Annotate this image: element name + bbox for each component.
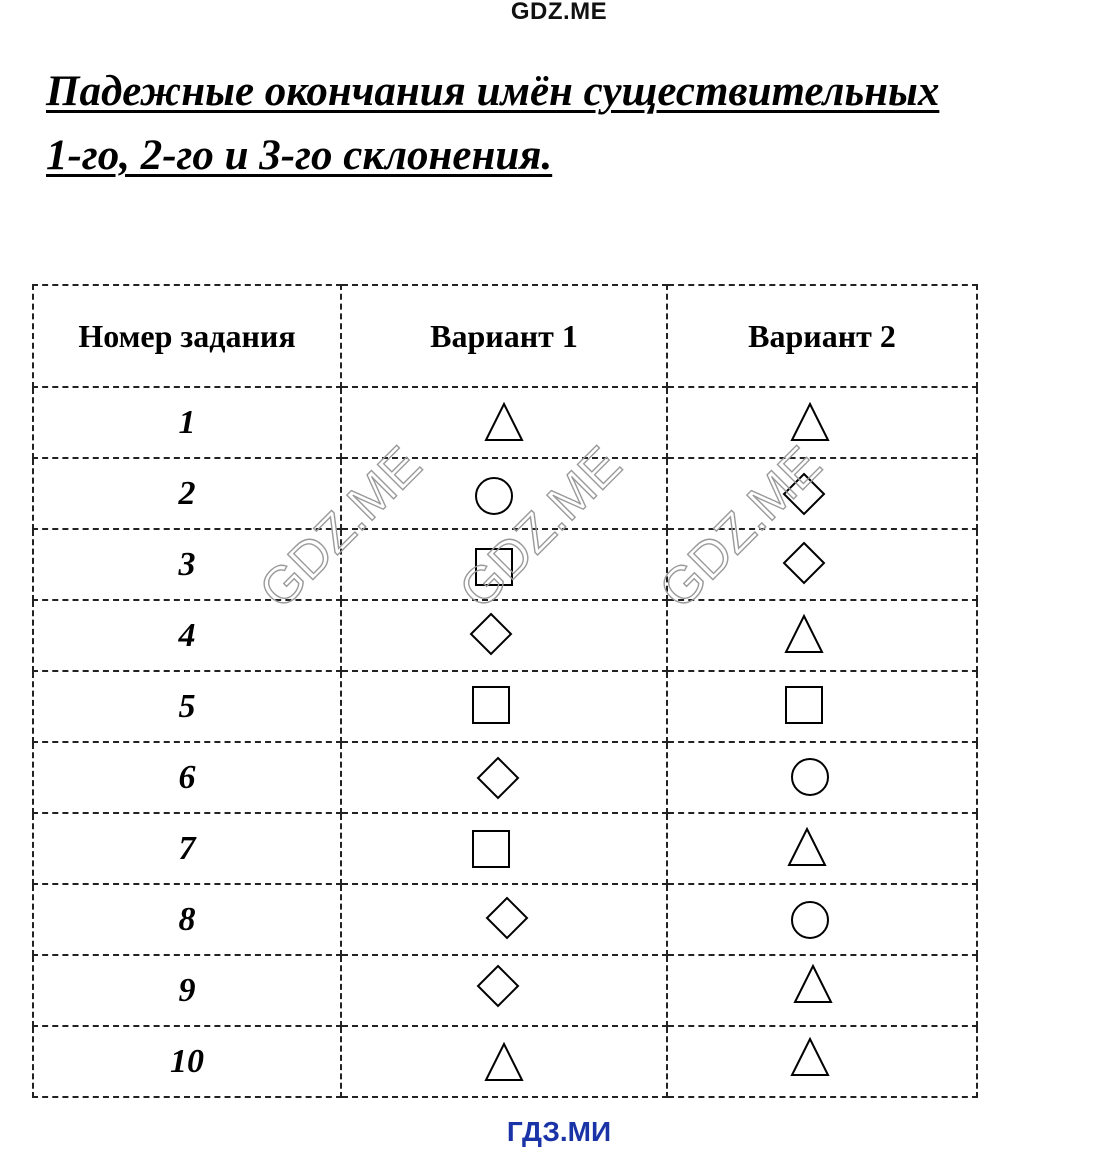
task-number: 10	[33, 1026, 341, 1097]
square-icon	[469, 683, 513, 727]
variant-2-answer	[667, 387, 977, 458]
variant-2-answer	[667, 671, 977, 742]
variant-2-answer	[667, 529, 977, 600]
table-row	[33, 529, 977, 600]
task-number: 8	[33, 884, 341, 955]
table-row	[33, 742, 977, 813]
square-icon	[782, 683, 826, 727]
variant-2-answer	[667, 742, 977, 813]
watermark: GDZ.ME	[248, 435, 433, 620]
page-title	[46, 60, 939, 188]
table-row	[33, 600, 977, 671]
diamond-icon	[476, 964, 520, 1008]
task-number: 3	[33, 529, 341, 600]
variant-2-answer	[667, 955, 977, 1026]
diamond-icon	[476, 756, 520, 800]
triangle-icon	[791, 962, 835, 1006]
watermark: GDZ.ME	[448, 435, 633, 620]
title-line-2: 1-го, 2-го и 3-го склонения.	[46, 132, 553, 179]
variant-1-answer	[341, 387, 667, 458]
triangle-icon	[788, 1035, 832, 1079]
answer-table	[32, 284, 978, 1098]
variant-1-answer	[341, 955, 667, 1026]
column-header-task-number: Номер задания	[33, 285, 341, 387]
square-icon	[469, 827, 513, 871]
circle-icon	[788, 755, 832, 799]
title-line-1: Падежные окончания имён существительных	[46, 68, 940, 115]
circle-icon	[788, 898, 832, 942]
watermark: GDZ.ME	[648, 435, 833, 620]
task-number: 4	[33, 600, 341, 671]
table-row	[33, 387, 977, 458]
square-icon	[472, 545, 516, 589]
triangle-icon	[782, 612, 826, 656]
triangle-icon	[785, 825, 829, 869]
task-number: 1	[33, 387, 341, 458]
column-header-variant-2: Вариант 2	[667, 285, 977, 387]
table-row	[33, 884, 977, 955]
variant-1-answer	[341, 671, 667, 742]
table-row	[33, 671, 977, 742]
triangle-icon	[482, 400, 526, 444]
variant-2-answer	[667, 1026, 977, 1097]
column-header-variant-1: Вариант 1	[341, 285, 667, 387]
variant-1-answer	[341, 884, 667, 955]
diamond-icon	[485, 896, 529, 940]
variant-2-answer	[667, 600, 977, 671]
variant-1-answer	[341, 600, 667, 671]
site-footer: ГДЗ.МИ	[506, 1116, 612, 1147]
variant-2-answer	[667, 813, 977, 884]
table-header-row	[33, 285, 977, 387]
task-number: 6	[33, 742, 341, 813]
variant-1-answer	[341, 813, 667, 884]
task-number: 5	[33, 671, 341, 742]
triangle-icon	[788, 400, 832, 444]
circle-icon	[472, 474, 516, 518]
table-body	[33, 387, 977, 1097]
variant-1-answer	[341, 458, 667, 529]
task-number: 9	[33, 955, 341, 1026]
task-number: 7	[33, 813, 341, 884]
diamond-icon	[782, 472, 826, 516]
variant-1-answer	[341, 742, 667, 813]
variant-2-answer	[667, 458, 977, 529]
diamond-icon	[782, 541, 826, 585]
variant-2-answer	[667, 884, 977, 955]
task-number: 2	[33, 458, 341, 529]
variant-1-answer	[341, 529, 667, 600]
table-row	[33, 813, 977, 884]
table-row	[33, 955, 977, 1026]
table-row	[33, 1026, 977, 1097]
triangle-icon	[482, 1040, 526, 1084]
variant-1-answer	[341, 1026, 667, 1097]
diamond-icon	[469, 612, 513, 656]
site-header: GDZ.ME	[510, 0, 608, 25]
table-row	[33, 458, 977, 529]
